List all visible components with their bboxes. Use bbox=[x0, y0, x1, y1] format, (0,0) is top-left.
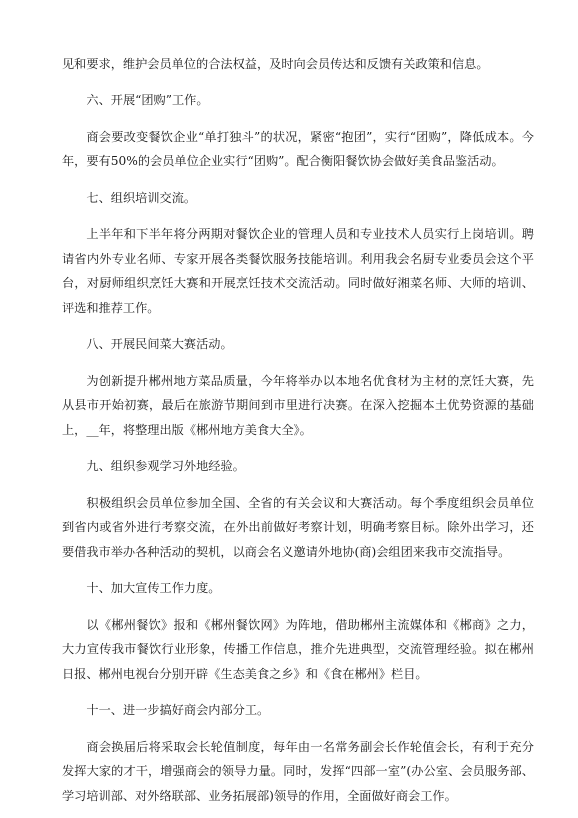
section-heading-11: 十一、进一步搞好商会内部分工。 bbox=[86, 703, 270, 718]
section-body-7: 上半年和下半年将分两期对餐饮企业的管理人员和专业技术人员实行上岗培训。聘请省内外专业名师、专家开展各类餐饮服务技能培训。利用我会名厨专业委员会这个平台，对厨师组织烹饪大赛和开展烹饪技术交流活动。同时做好湘菜名师、大师的培训、评选和推荐工作。 bbox=[62, 227, 534, 315]
section-heading-7: 七、组织培训交流。 bbox=[86, 190, 197, 205]
section-heading-9: 九、组织参观学习外地经验。 bbox=[86, 459, 245, 474]
section-body-8: 为创新提升郴州地方菜品质量，今年将举办以本地名优食材为主材的烹饪大赛，先从县市开始初赛，最后在旅游节期间到市里进行决赛。在深入挖掘本土优势资源的基础上，__年，将整理出版《郴州地方美食大全》。 bbox=[62, 373, 534, 437]
section-body-9: 积极组织会员单位参加全国、全省的有关会议和大赛活动。每个季度组织会员单位到省内或省外进行考察交流，在外出前做好考察计划，明确考察目标。除外出学习，还要借我市举办各种活动的契机，以商会名义邀请外地协(商)会组团来我市交流指导。 bbox=[62, 495, 534, 559]
section-body-10: 以《郴州餐饮》报和《郴州餐饮网》为阵地，借助郴州主流媒体和《郴商》之力，大力宣传我市餐饮行业形象，传播工作信息，推介先进典型，交流管理经验。拟在郴州日报、郴州电视台分别开辟《生态美食之乡》和《食在郴州》栏目。 bbox=[62, 617, 534, 681]
section-body-11: 商会换届后将采取会长轮值制度，每年由一名常务副会长作轮值会长，有利于充分发挥大家的才干，增强商会的领导力量。同时，发挥“四部一室”(办公室、会员服务部、学习培训部、对外络联部、业务拓展部)领导的作用，全面做好商会工作。 bbox=[62, 739, 534, 803]
section-heading-8: 八、开展民间菜大赛活动。 bbox=[86, 337, 233, 352]
section-body-6: 商会要改变餐饮企业“单打独斗”的状况，紧密“抱团”，实行“团购”，降低成本。今年，要有50%的会员单位企业实行“团购”。配合衡阳餐饮协会做好美食品鉴活动。 bbox=[62, 129, 534, 169]
section-heading-10: 十、加大宣传工作力度。 bbox=[86, 581, 221, 596]
section-heading-6: 六、开展“团购”工作。 bbox=[86, 93, 209, 108]
paragraph-continuation: 见和要求，维护会员单位的合法权益，及时向会员传达和反馈有关政策和信息。 bbox=[62, 57, 489, 71]
